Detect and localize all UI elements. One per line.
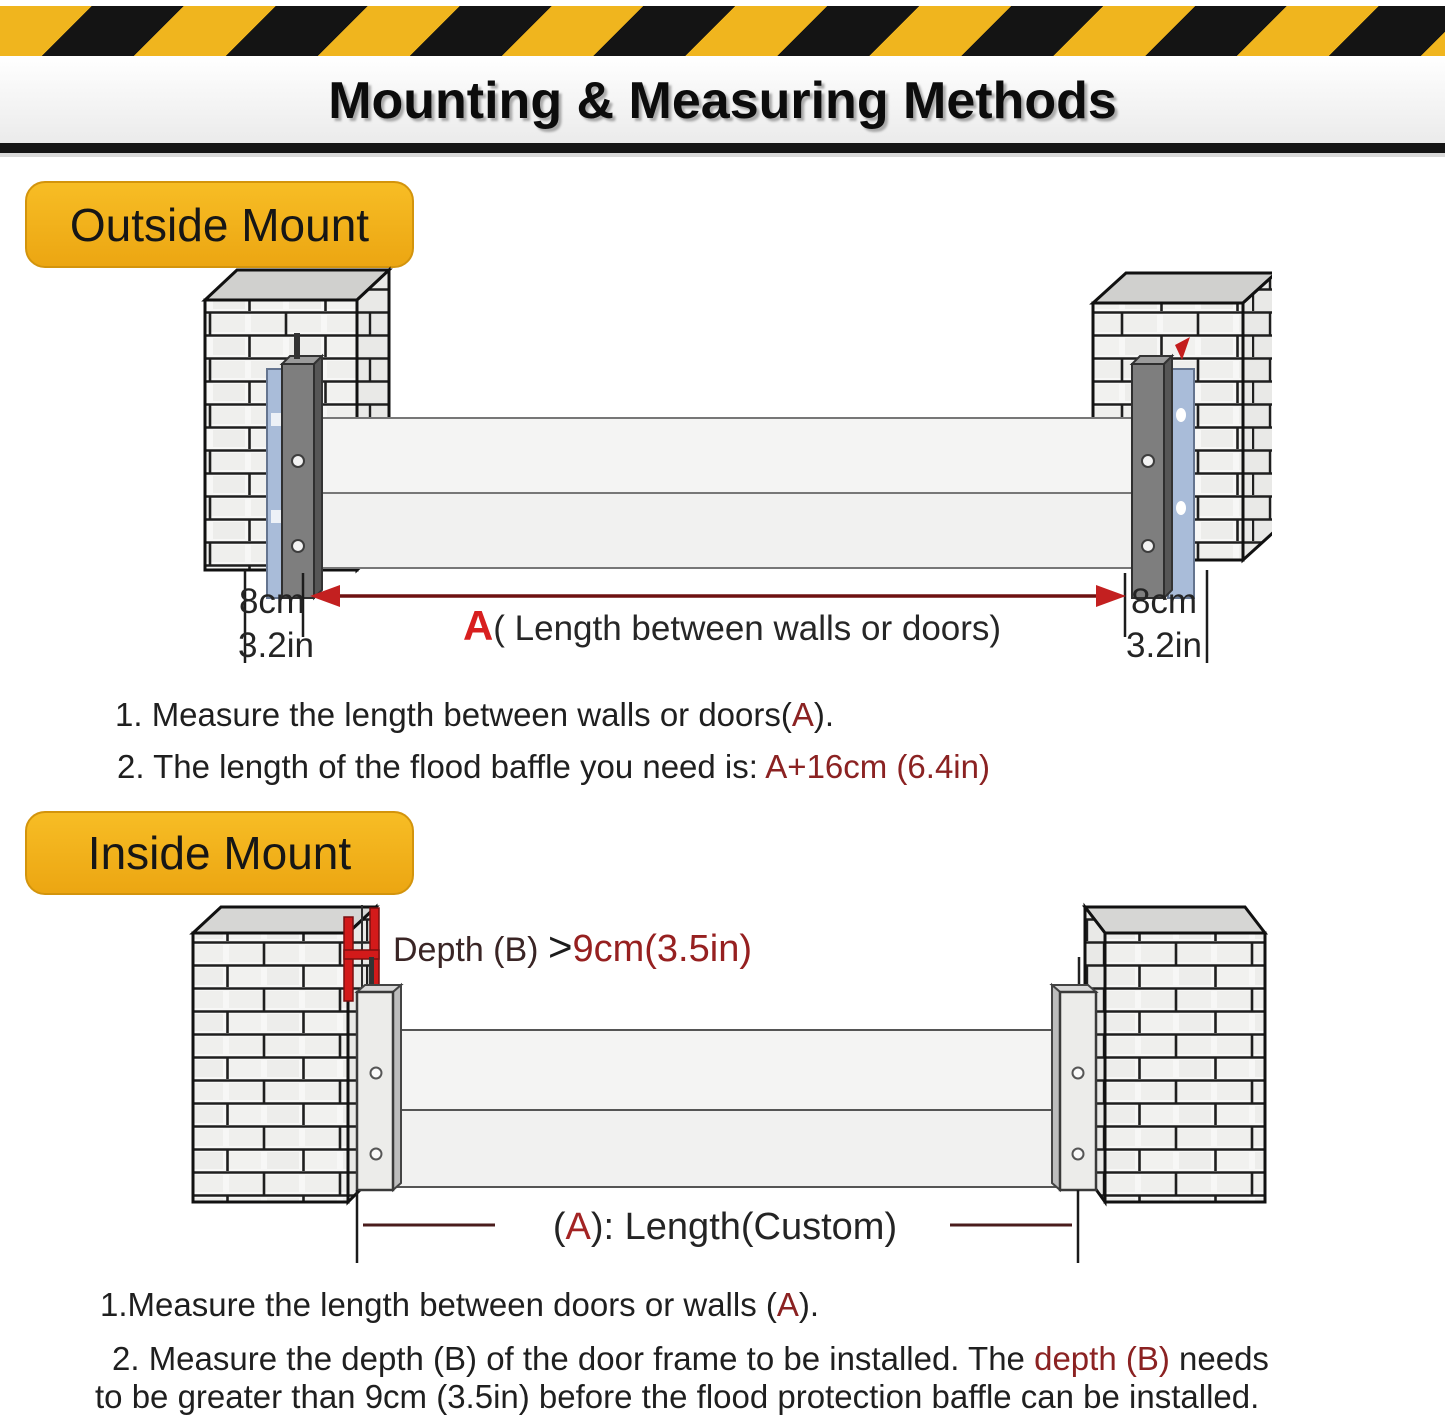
span-length-label <box>463 602 1001 649</box>
flood-barrier-panels <box>314 418 1132 568</box>
left-channel-bar <box>282 333 322 598</box>
span-length-a: A <box>462 602 494 649</box>
left-offset-in: 3.2in <box>238 626 314 665</box>
outside-step-2: 2. The length of the flood baffle you need is: A+16cm (6.4in) <box>117 748 990 785</box>
depth-label: Depth (B) >9cm(3.5in) <box>393 923 752 970</box>
inside-right-pillar <box>1085 907 1265 1202</box>
span-length-text: ( Length between walls or doors) <box>493 609 1002 648</box>
inside-mount-label <box>25 811 414 895</box>
inside-mount-diagram <box>150 895 1310 1270</box>
page-title: Mounting & Measuring Methods <box>328 72 1117 130</box>
inside-step-2-continued: to be greater than 9cm (3.5in) before the flood protection baffle can be installed. <box>95 1378 1260 1415</box>
inside-step-2: 2. Measure the depth (B) of the door frame to be installed. The depth (B) needs <box>112 1340 1269 1377</box>
inside-right-channel-bar <box>1052 957 1096 1190</box>
arrow-head-right-icon <box>1096 585 1126 607</box>
hazard-stripe <box>0 6 1445 56</box>
right-channel-bar <box>1132 356 1172 598</box>
inside-step-1: 1.Measure the length between doors or walls (A). <box>100 1286 820 1323</box>
right-offset-in: 3.2in <box>1126 626 1202 665</box>
title-underline-bar <box>0 143 1445 157</box>
custom-length-label: (A): Length(Custom) <box>552 1206 898 1248</box>
title-band <box>0 56 1445 143</box>
inside-measurement <box>357 1190 1078 1263</box>
outside-step-1: 1. Measure the length between walls or doors(A). <box>115 696 835 733</box>
outside-mount-label-text: Outside Mount <box>69 198 370 251</box>
outside-mount-label <box>25 181 414 268</box>
outside-mount-diagram <box>172 265 1272 680</box>
inside-mount-label-text: Inside Mount <box>87 827 352 879</box>
left-offset-cm: 8cm <box>238 582 306 621</box>
right-offset-cm: 8cm <box>1130 582 1198 621</box>
inside-barrier-panels <box>393 1030 1060 1187</box>
outside-measurement <box>238 570 1207 665</box>
inside-left-channel-bar <box>357 957 401 1190</box>
